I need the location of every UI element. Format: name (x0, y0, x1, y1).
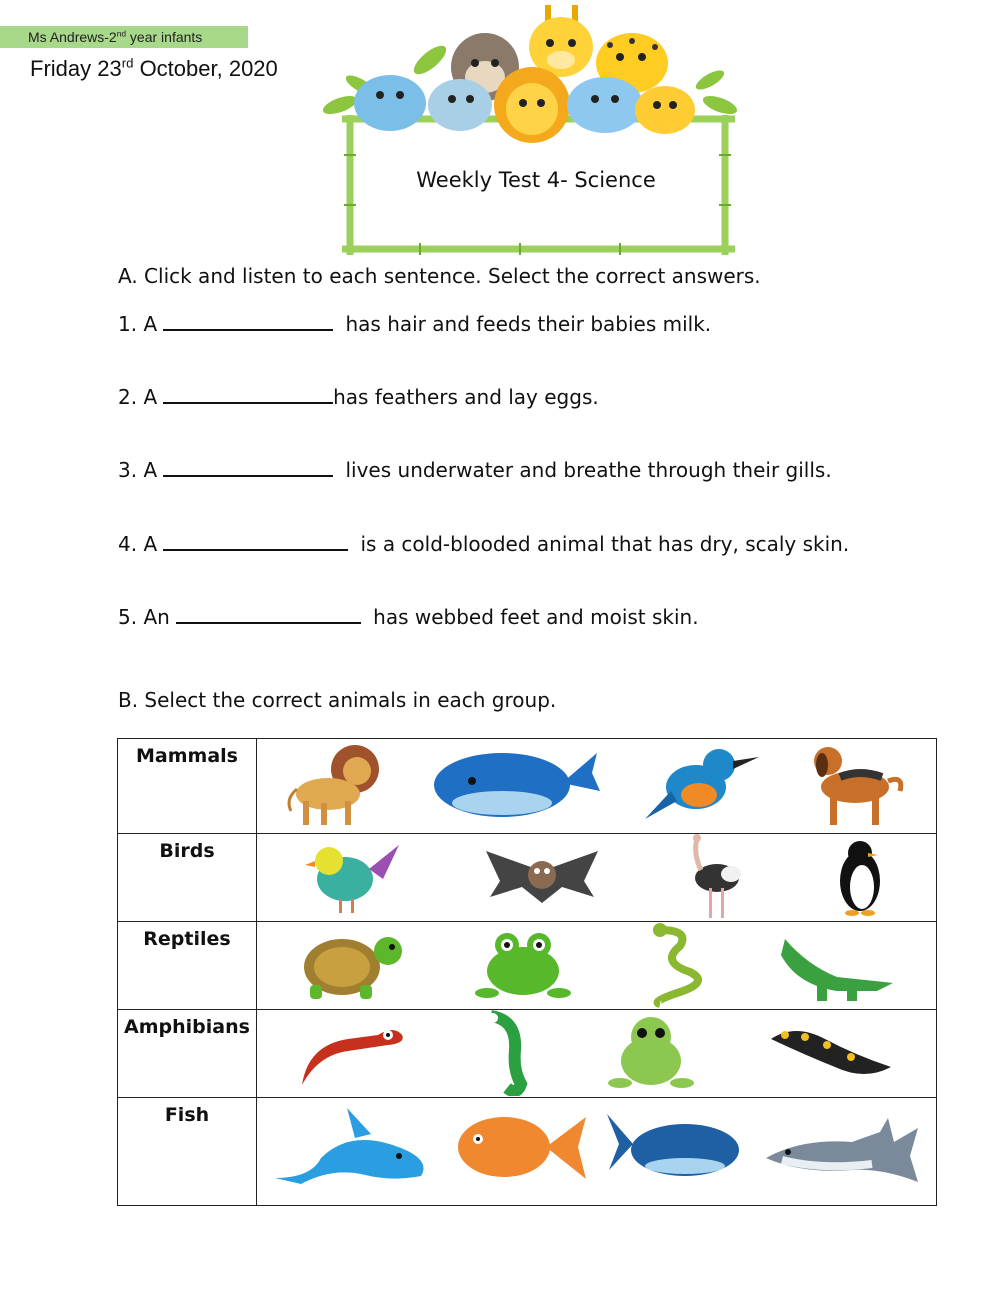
lizard-icon[interactable] (298, 1015, 408, 1091)
frog-icon[interactable] (606, 1013, 696, 1093)
group-label: Birds (118, 834, 257, 922)
group-row-mammals (118, 739, 937, 834)
tiger-icon (635, 86, 695, 134)
dog-icon[interactable] (800, 739, 910, 827)
question-text: lives underwater and breathe through their gills. (339, 458, 832, 482)
group-label: Amphibians (118, 1010, 257, 1098)
question-text: has feathers and lay eggs. (333, 385, 599, 409)
crocodile-icon[interactable] (777, 925, 897, 1005)
animal-groups-table (117, 738, 937, 1206)
question-text: has webbed feet and moist skin. (366, 605, 699, 629)
question-prefix: 2. A (118, 385, 158, 409)
date-label: Friday 23rd October, 2020 (30, 55, 278, 81)
group-label: Fish (118, 1098, 257, 1206)
snake-icon[interactable] (640, 922, 710, 1008)
answer-blank-2[interactable] (163, 384, 333, 404)
rhino-icon (428, 79, 492, 131)
answer-blank-3[interactable] (163, 457, 333, 477)
frog-icon[interactable] (473, 927, 573, 1003)
part-a-instruction: A. Click and listen to each sentence. Select the correct answers. (118, 264, 761, 288)
question-prefix: 4. A (118, 532, 158, 556)
question-4[interactable] (118, 531, 849, 556)
question-prefix: 3. A (118, 458, 158, 482)
giraffe-icon (529, 5, 593, 77)
hippo-icon (354, 75, 426, 131)
elephant-icon (567, 77, 643, 133)
chameleon-icon[interactable] (477, 1010, 537, 1096)
group-row-fish (118, 1098, 937, 1206)
lion-icon[interactable] (283, 739, 393, 827)
penguin-icon[interactable] (830, 837, 890, 917)
question-5[interactable] (118, 604, 699, 629)
group-label: Mammals (118, 739, 257, 834)
question-prefix: 5. An (118, 605, 170, 629)
animal-banner-frame (320, 5, 752, 260)
ostrich-icon[interactable] (681, 834, 751, 920)
group-label: Reptiles (118, 922, 257, 1010)
turtle-icon[interactable] (296, 927, 406, 1003)
whale-icon[interactable] (605, 1104, 745, 1184)
question-1[interactable] (118, 311, 711, 336)
question-text: is a cold-blooded animal that has dry, scaly skin. (354, 532, 850, 556)
goldfish-icon[interactable] (448, 1099, 588, 1189)
group-row-birds (118, 834, 937, 922)
question-prefix: 1. A (118, 312, 158, 336)
dolphin-icon[interactable] (271, 1098, 431, 1190)
answer-blank-1[interactable] (163, 311, 333, 331)
answer-blank-5[interactable] (176, 604, 361, 624)
teacher-label: Ms Andrews-2nd year infants (0, 26, 248, 48)
shark-icon[interactable] (762, 1098, 922, 1190)
question-3[interactable] (118, 457, 832, 482)
whale-icon[interactable] (432, 743, 602, 823)
page-title: Weekly Test 4- Science (416, 168, 656, 192)
answer-blank-4[interactable] (163, 531, 348, 551)
lion-cub-icon (494, 67, 570, 143)
question-text: has hair and feeds their babies milk. (339, 312, 712, 336)
question-2[interactable] (118, 384, 599, 409)
kingfisher-icon[interactable] (641, 739, 761, 827)
bat-icon[interactable] (482, 841, 602, 913)
bird-icon[interactable] (303, 839, 403, 915)
part-b-instruction: B. Select the correct animals in each group. (118, 688, 557, 712)
group-row-reptiles (118, 922, 937, 1010)
salamander-icon[interactable] (765, 1015, 895, 1091)
group-row-amphibians (118, 1010, 937, 1098)
